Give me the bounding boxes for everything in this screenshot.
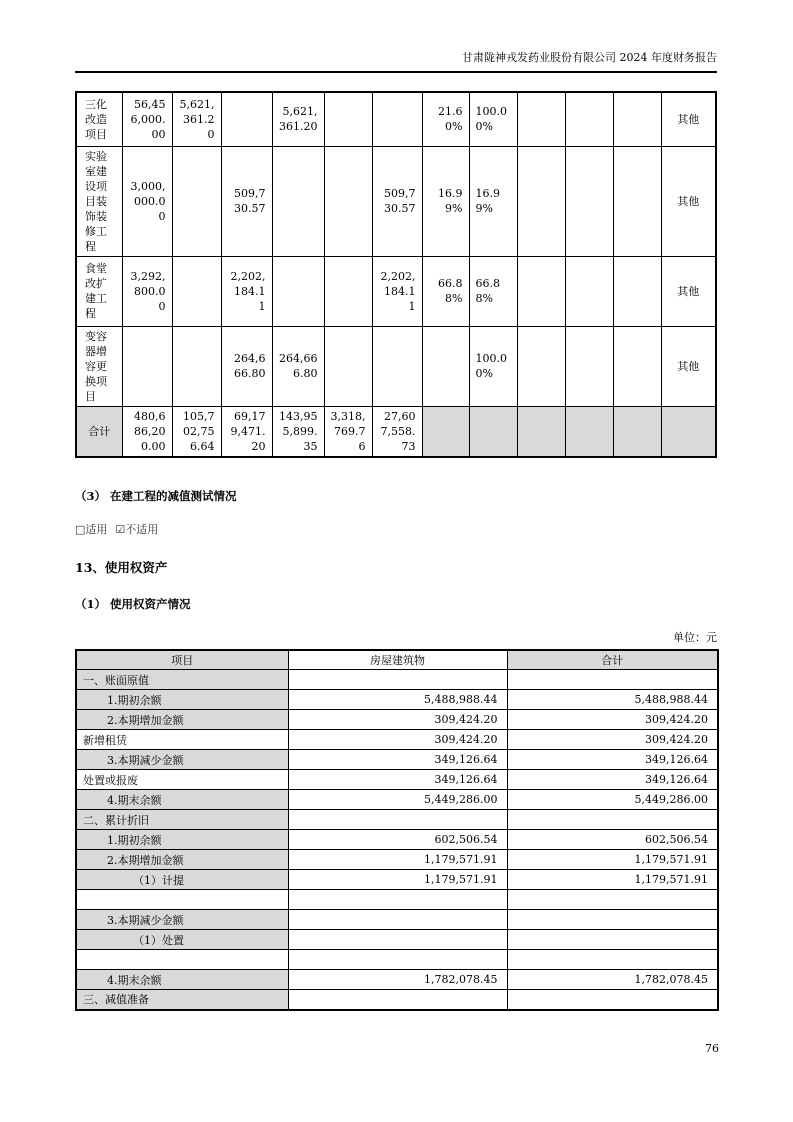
section-13-heading: 13、使用权资产 bbox=[75, 559, 168, 575]
value-cell bbox=[122, 326, 172, 406]
rou-table-row bbox=[76, 950, 718, 970]
value-cell bbox=[517, 92, 565, 146]
value-cell bbox=[324, 146, 372, 256]
rou-table-row bbox=[76, 890, 718, 910]
total-value-cell: 309,424.20 bbox=[507, 730, 718, 750]
page-number: 76 bbox=[705, 1042, 719, 1055]
item-label-cell: （1）处置 bbox=[76, 930, 288, 950]
total-value-cell: 602,506.54 bbox=[507, 830, 718, 850]
rou-table-row bbox=[76, 790, 718, 810]
construction-total-row bbox=[76, 406, 716, 457]
value-cell bbox=[372, 92, 422, 146]
building-value-cell: 602,506.54 bbox=[288, 830, 507, 850]
rou-table-row bbox=[76, 970, 718, 990]
value-cell: 69,179,471.20 bbox=[221, 406, 272, 457]
construction-project-row bbox=[76, 146, 716, 256]
rou-table-row bbox=[76, 710, 718, 730]
value-cell bbox=[221, 92, 272, 146]
item-label-cell bbox=[76, 950, 288, 970]
value-cell bbox=[565, 256, 613, 326]
funding-source-cell: 其他 bbox=[661, 256, 716, 326]
construction-project-row bbox=[76, 256, 716, 326]
value-cell bbox=[172, 256, 221, 326]
progress-percent-cell: 100.00% bbox=[469, 326, 517, 406]
total-value-cell: 5,488,988.44 bbox=[507, 690, 718, 710]
value-cell bbox=[324, 326, 372, 406]
value-cell: 143,955,899.35 bbox=[272, 406, 324, 457]
value-cell bbox=[613, 406, 661, 457]
value-cell bbox=[613, 256, 661, 326]
item-label-cell: 1.期初余额 bbox=[76, 690, 288, 710]
applicable-label: 适用 bbox=[85, 522, 108, 536]
building-value-cell bbox=[288, 930, 507, 950]
total-value-cell: 1,179,571.91 bbox=[507, 870, 718, 890]
total-value-cell bbox=[507, 990, 718, 1010]
value-cell bbox=[613, 92, 661, 146]
progress-percent-cell bbox=[469, 406, 517, 457]
item-label-cell bbox=[76, 890, 288, 910]
item-label-cell: 新增租赁 bbox=[76, 730, 288, 750]
building-value-cell: 309,424.20 bbox=[288, 730, 507, 750]
rou-table-row bbox=[76, 730, 718, 750]
building-value-cell: 1,782,078.45 bbox=[288, 970, 507, 990]
total-value-cell bbox=[507, 890, 718, 910]
rou-table-row bbox=[76, 910, 718, 930]
value-cell: 27,607,558.73 bbox=[372, 406, 422, 457]
building-value-cell bbox=[288, 890, 507, 910]
funding-source-cell: 其他 bbox=[661, 92, 716, 146]
value-cell bbox=[517, 256, 565, 326]
value-cell bbox=[324, 92, 372, 146]
investment-percent-cell: 21.60% bbox=[422, 92, 469, 146]
value-cell bbox=[565, 146, 613, 256]
project-name-cell: 实验室建设项目装饰装修工程 bbox=[76, 146, 122, 256]
building-value-cell: 349,126.64 bbox=[288, 770, 507, 790]
investment-percent-cell: 66.88% bbox=[422, 256, 469, 326]
value-cell: 264,666.80 bbox=[221, 326, 272, 406]
investment-percent-cell bbox=[422, 406, 469, 457]
building-value-cell bbox=[288, 950, 507, 970]
item-label-cell: 三、减值准备 bbox=[76, 990, 288, 1010]
rou-table-row bbox=[76, 810, 718, 830]
value-cell bbox=[565, 326, 613, 406]
total-value-cell: 1,782,078.45 bbox=[507, 970, 718, 990]
section-13-1-heading: （1） 使用权资产情况 bbox=[75, 596, 191, 611]
item-label-cell: 3.本期减少金额 bbox=[76, 910, 288, 930]
value-cell: 56,456,000.00 bbox=[122, 92, 172, 146]
not-applicable-label: 不适用 bbox=[125, 522, 159, 536]
column-header-cell: 项目 bbox=[76, 650, 288, 670]
construction-project-row bbox=[76, 92, 716, 146]
value-cell bbox=[517, 326, 565, 406]
rou-header-row bbox=[76, 650, 718, 670]
construction-table-body bbox=[76, 92, 716, 457]
rou-table-row bbox=[76, 850, 718, 870]
value-cell: 264,666.80 bbox=[272, 326, 324, 406]
item-label-cell: 2.本期增加金额 bbox=[76, 710, 288, 730]
rou-table-body bbox=[76, 650, 718, 1010]
building-value-cell bbox=[288, 910, 507, 930]
item-label-cell: 2.本期增加金额 bbox=[76, 850, 288, 870]
total-value-cell: 349,126.64 bbox=[507, 750, 718, 770]
value-cell bbox=[517, 146, 565, 256]
building-value-cell: 5,488,988.44 bbox=[288, 690, 507, 710]
value-cell: 2,202,184.11 bbox=[372, 256, 422, 326]
building-value-cell: 1,179,571.91 bbox=[288, 850, 507, 870]
value-cell: 2,202,184.11 bbox=[221, 256, 272, 326]
value-cell bbox=[272, 146, 324, 256]
applicability-note bbox=[75, 521, 717, 537]
building-value-cell: 349,126.64 bbox=[288, 750, 507, 770]
funding-source-cell: 其他 bbox=[661, 326, 716, 406]
total-label-cell: 合计 bbox=[76, 406, 122, 457]
value-cell bbox=[172, 326, 221, 406]
value-cell: 480,686,200.00 bbox=[122, 406, 172, 457]
progress-percent-cell: 100.00% bbox=[469, 92, 517, 146]
checkbox-unchecked-icon: □ bbox=[75, 522, 86, 536]
building-value-cell: 5,449,286.00 bbox=[288, 790, 507, 810]
rou-table-row bbox=[76, 670, 718, 690]
item-label-cell: 处置或报废 bbox=[76, 770, 288, 790]
total-value-cell bbox=[507, 910, 718, 930]
rou-table-row bbox=[76, 750, 718, 770]
item-label-cell: 4.期末余额 bbox=[76, 970, 288, 990]
unit-label: 单位：元 bbox=[673, 630, 717, 644]
investment-percent-cell: 16.99% bbox=[422, 146, 469, 256]
rou-table-row bbox=[76, 690, 718, 710]
value-cell bbox=[172, 146, 221, 256]
value-cell: 509,730.57 bbox=[372, 146, 422, 256]
value-cell bbox=[517, 406, 565, 457]
value-cell: 105,702,756.64 bbox=[172, 406, 221, 457]
building-value-cell: 309,424.20 bbox=[288, 710, 507, 730]
rou-table-row bbox=[76, 990, 718, 1010]
project-name-cell: 三化改造项目 bbox=[76, 92, 122, 146]
value-cell bbox=[613, 326, 661, 406]
total-value-cell: 1,179,571.91 bbox=[507, 850, 718, 870]
project-name-cell: 食堂改扩建工程 bbox=[76, 256, 122, 326]
value-cell bbox=[565, 406, 613, 457]
impairment-test-heading: （3） 在建工程的减值测试情况 bbox=[75, 488, 237, 503]
project-name-cell: 变容器增容更换项目 bbox=[76, 326, 122, 406]
value-cell: 5,621,361.20 bbox=[172, 92, 221, 146]
item-label-cell: 一、账面原值 bbox=[76, 670, 288, 690]
value-cell: 3,292,800.00 bbox=[122, 256, 172, 326]
progress-percent-cell: 66.88% bbox=[469, 256, 517, 326]
column-header-cell: 合计 bbox=[507, 650, 718, 670]
total-value-cell bbox=[507, 670, 718, 690]
value-cell bbox=[272, 256, 324, 326]
rou-table-row bbox=[76, 770, 718, 790]
right-of-use-assets-table bbox=[75, 649, 719, 1011]
value-cell bbox=[565, 92, 613, 146]
building-value-cell bbox=[288, 810, 507, 830]
construction-project-row bbox=[76, 326, 716, 406]
value-cell: 3,318,769.76 bbox=[324, 406, 372, 457]
item-label-cell: 3.本期减少金额 bbox=[76, 750, 288, 770]
column-header-cell: 房屋建筑物 bbox=[288, 650, 507, 670]
building-value-cell bbox=[288, 990, 507, 1010]
rou-table-row bbox=[76, 930, 718, 950]
report-header bbox=[75, 50, 717, 73]
item-label-cell: 4.期末余额 bbox=[76, 790, 288, 810]
total-value-cell: 5,449,286.00 bbox=[507, 790, 718, 810]
checkbox-checked-icon: ☑ bbox=[115, 522, 126, 536]
value-cell bbox=[613, 146, 661, 256]
construction-in-progress-table bbox=[75, 91, 717, 458]
value-cell: 509,730.57 bbox=[221, 146, 272, 256]
item-label-cell: 1.期初余额 bbox=[76, 830, 288, 850]
rou-table-row bbox=[76, 870, 718, 890]
value-cell bbox=[324, 256, 372, 326]
building-value-cell: 1,179,571.91 bbox=[288, 870, 507, 890]
report-title: 甘肃陇神戎发药业股份有限公司 2024 年度财务报告 bbox=[462, 51, 717, 64]
rou-table-row bbox=[76, 830, 718, 850]
total-value-cell bbox=[507, 930, 718, 950]
total-value-cell: 309,424.20 bbox=[507, 710, 718, 730]
funding-source-cell: 其他 bbox=[661, 146, 716, 256]
value-cell: 3,000,000.00 bbox=[122, 146, 172, 256]
item-label-cell: （1）计提 bbox=[76, 870, 288, 890]
investment-percent-cell bbox=[422, 326, 469, 406]
total-value-cell bbox=[507, 950, 718, 970]
total-value-cell: 349,126.64 bbox=[507, 770, 718, 790]
value-cell bbox=[661, 406, 716, 457]
item-label-cell: 二、累计折旧 bbox=[76, 810, 288, 830]
value-cell bbox=[372, 326, 422, 406]
progress-percent-cell: 16.99% bbox=[469, 146, 517, 256]
building-value-cell bbox=[288, 670, 507, 690]
value-cell: 5,621,361.20 bbox=[272, 92, 324, 146]
total-value-cell bbox=[507, 810, 718, 830]
